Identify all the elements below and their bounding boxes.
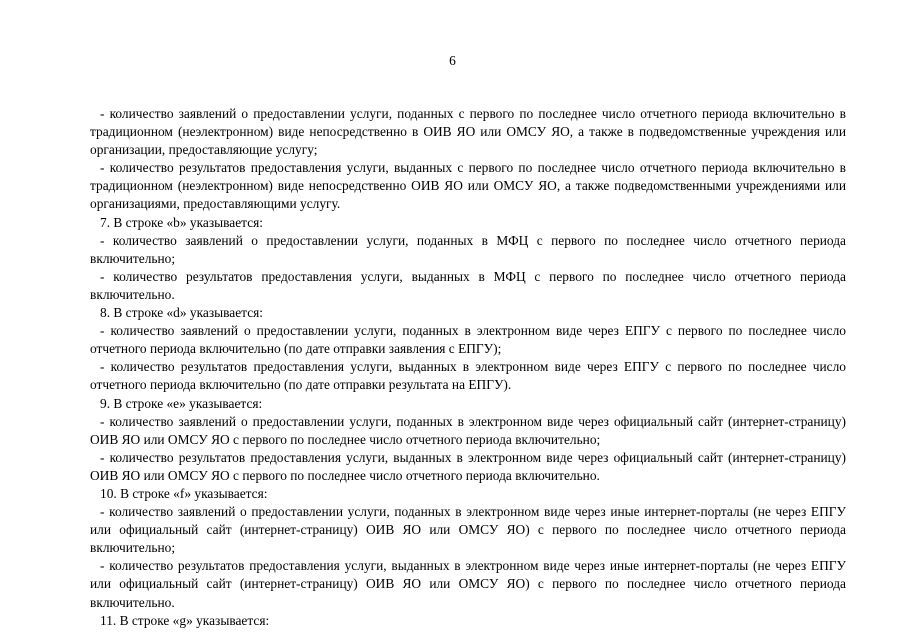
section-heading: 9. В строке «e» указывается: bbox=[100, 395, 263, 411]
section-heading: 10. В строке «f» указывается: bbox=[100, 485, 268, 501]
page-number: 6 bbox=[449, 53, 456, 68]
paragraph: - количество результатов предоставления услуги, выданных в МФЦ с первого по последнее число отчетного периода включительно. bbox=[90, 268, 846, 302]
section-heading: 7. В строке «b» указывается: bbox=[100, 214, 264, 230]
paragraph: - количество результатов предоставления услуги, выданных в электронном виде через официальный сайт (интернет-страницу) ОИВ ЯО или ОМСУ ЯО с первого по последнее число отчетного периода включительно. bbox=[90, 449, 846, 483]
paragraph: - количество заявлений о предоставлении услуги, поданных в МФЦ с первого по последнее число отчетного периода включительно; bbox=[90, 232, 846, 266]
paragraph: - количество заявлений о предоставлении услуги, поданных в электронном виде через официальный сайт (интернет-страницу) ОИВ ЯО или ОМСУ ЯО с первого по последнее число отчетного периода включительно; bbox=[90, 413, 846, 447]
paragraph: - количество результатов предоставления услуги, выданных с первого по последнее число отчетного периода включительно в традиционном (неэлектронном) виде непосредственно ОИВ ЯО или ОМСУ ЯО, а также подведомственными учреждениями или организациями, предоставляющими услугу. bbox=[90, 160, 846, 212]
paragraph: - количество результатов предоставления услуги, выданных в электронном виде через иные интернет-порталы (не через ЕПГУ или официальный сайт (интернет-страницу) ОИВ ЯО или ОМСУ ЯО) с первого по последнее число отчетного периода включительно. bbox=[90, 558, 846, 610]
section-heading: 8. В строке «d» указывается: bbox=[100, 305, 264, 321]
document-body bbox=[90, 105, 846, 630]
paragraph: - количество результатов предоставления услуги, выданных в электронном виде через ЕПГУ с первого по последнее число отчетного периода включительно (по дате отправки результата на ЕПГУ). bbox=[90, 359, 846, 393]
paragraph: - количество заявлений о предоставлении услуги, поданных в электронном виде через иные интернет-порталы (не через ЕПГУ или официальный сайт (интернет-страницу) ОИВ ЯО или ОМСУ ЯО) с первого по последнее число отчетного периода включительно; bbox=[90, 504, 846, 556]
paragraph: - количество заявлений о предоставлении услуги, поданных с первого по последнее число отчетного периода включительно в традиционном (неэлектронном) виде непосредственно в ОИВ ЯО или ОМСУ ЯО, а также в подведомственные учреждения или организации, предоставляющие услугу; bbox=[90, 106, 846, 158]
paragraph: - количество заявлений о предоставлении услуги, поданных в электронном виде через ЕПГУ с первого по последнее число отчетного периода включительно (по дате отправки заявления с ЕПГУ); bbox=[90, 323, 846, 357]
section-heading: 11. В строке «g» указывается: bbox=[100, 612, 270, 628]
